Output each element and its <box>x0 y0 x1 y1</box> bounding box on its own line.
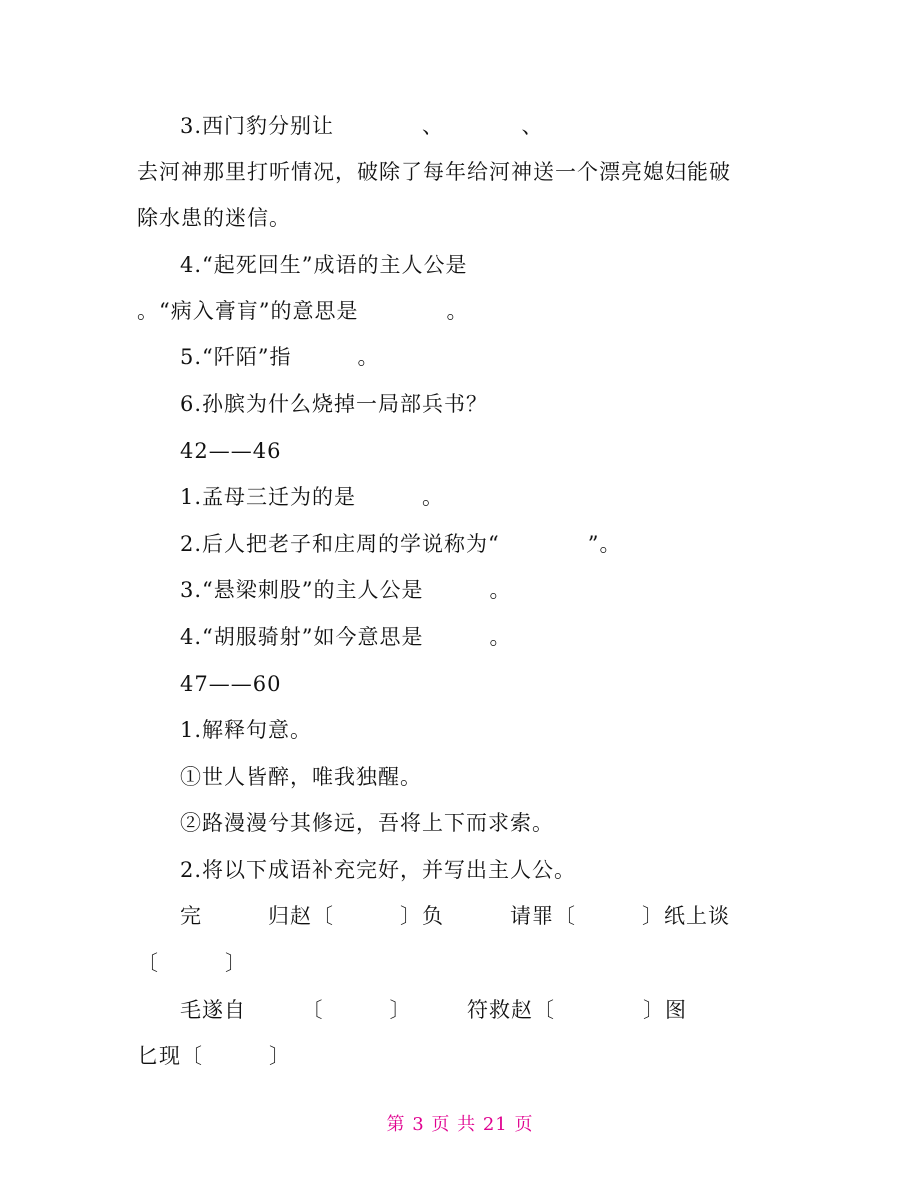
section-heading-47-60: 47——60 <box>180 672 282 696</box>
question-1-explain: 1.解释句意。 <box>180 718 313 742</box>
paragraph-line: 去河神那里打听情况，破除了每年给河神送一个漂亮媳妇能破 <box>137 160 731 184</box>
question-6-sunbin: 6.孙膑为什么烧掉一局部兵书？ <box>180 392 489 416</box>
question-5-qianmo: 5.“阡陌”指 。 <box>180 345 380 369</box>
question-1-mengmu: 1.孟母三迁为的是 。 <box>180 485 445 509</box>
idiom-row-2: 毛遂自 〔 〕 符救赵〔 〕图 <box>180 998 687 1022</box>
question-4-qisihuisheng: 4.“起死回生”成语的主人公是 <box>180 253 468 277</box>
question-2-laozhuang: 2.后人把老子和庄周的学说称为“ ”。 <box>180 532 622 556</box>
question-3-ximenbao: 3.西门豹分别让 、 、 <box>180 114 544 138</box>
sentence-1: ①世人皆醉，唯我独醒。 <box>180 765 422 789</box>
question-3-xuanliang: 3.“悬梁刺股”的主人公是 。 <box>180 578 512 602</box>
idiom-row-1: 完 归赵〔 〕负 请罪〔 〕纸上谈 <box>180 904 730 928</box>
paragraph-line: 。“病入膏肓”的意思是 。 <box>137 299 469 323</box>
idiom-row-1-cont: 〔 〕 <box>137 951 247 975</box>
question-2-idioms: 2.将以下成语补充完好，并写出主人公。 <box>180 858 577 882</box>
sentence-2: ②路漫漫兮其修远，吾将上下而求索。 <box>180 811 554 835</box>
idiom-row-2-cont: 匕现〔 〕 <box>137 1044 291 1068</box>
section-heading-42-46: 42——46 <box>180 439 282 463</box>
question-4-hufu: 4.“胡服骑射”如今意思是 。 <box>180 625 512 649</box>
page-footer: 第 3 页 共 21 页 <box>386 1114 534 1135</box>
paragraph-line: 除水患的迷信。 <box>137 206 291 230</box>
